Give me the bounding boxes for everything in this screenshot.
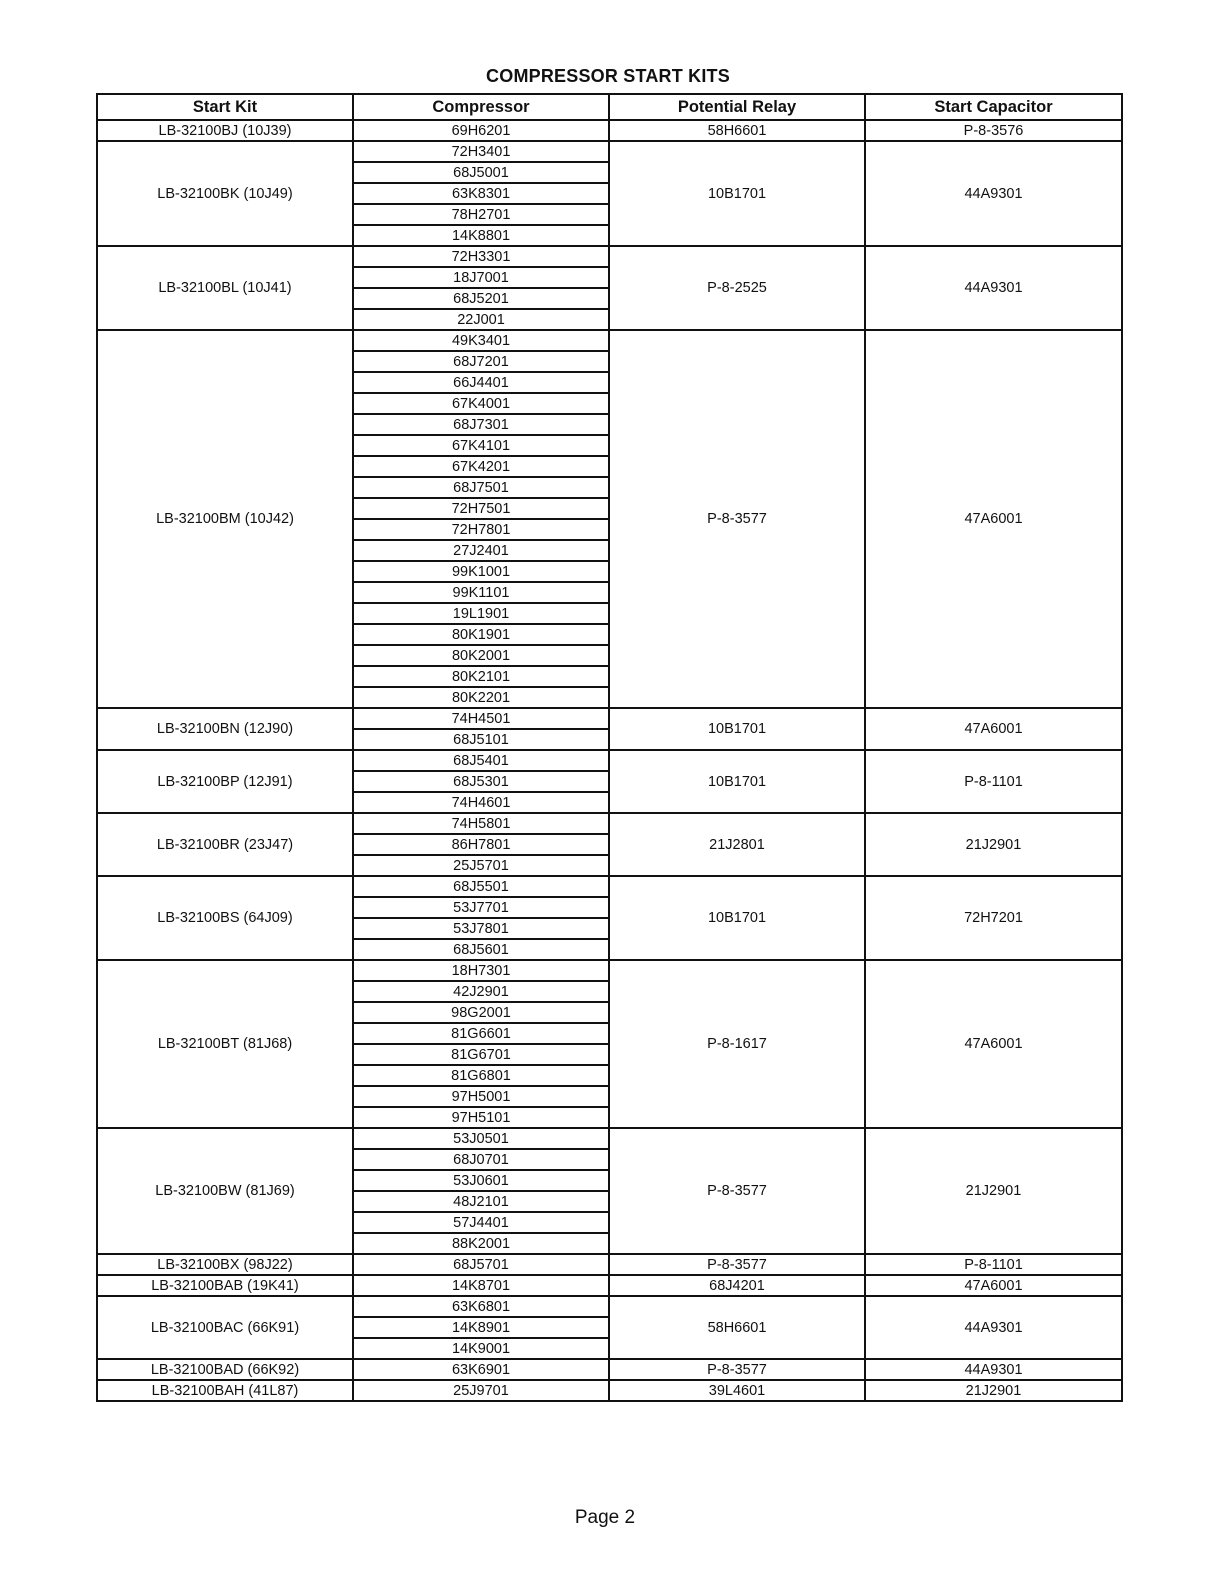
compressor-cell: 72H7801 (353, 519, 609, 540)
compressor-cell: 22J001 (353, 309, 609, 330)
compressor-cell: 68J0701 (353, 1149, 609, 1170)
header-potential-relay: Potential Relay (609, 94, 865, 120)
potential-relay-cell: P-8-3577 (609, 1128, 865, 1254)
compressor-cell: 68J5401 (353, 750, 609, 771)
potential-relay-cell: 68J4201 (609, 1275, 865, 1296)
header-compressor: Compressor (353, 94, 609, 120)
start-kit-cell: LB-32100BM (10J42) (97, 330, 353, 708)
table-body (97, 120, 1122, 1401)
potential-relay-cell: 58H6601 (609, 120, 865, 141)
potential-relay-cell: P-8-3577 (609, 1359, 865, 1380)
table-row (97, 750, 1122, 771)
table-row (97, 813, 1122, 834)
header-start-kit: Start Kit (97, 94, 353, 120)
potential-relay-cell: 10B1701 (609, 141, 865, 246)
table-row (97, 1275, 1122, 1296)
potential-relay-cell: 10B1701 (609, 876, 865, 960)
potential-relay-cell: 58H6601 (609, 1296, 865, 1359)
table-header-row (97, 94, 1122, 120)
potential-relay-cell: 10B1701 (609, 750, 865, 813)
start-capacitor-cell: 72H7201 (865, 876, 1122, 960)
start-kit-cell: LB-32100BR (23J47) (97, 813, 353, 876)
compressor-cell: 98G2001 (353, 1002, 609, 1023)
compressor-cell: 53J0501 (353, 1128, 609, 1149)
compressor-cell: 74H4601 (353, 792, 609, 813)
start-kit-cell: LB-32100BJ (10J39) (97, 120, 353, 141)
start-capacitor-cell: 44A9301 (865, 1296, 1122, 1359)
start-kit-cell: LB-32100BS (64J09) (97, 876, 353, 960)
compressor-cell: 81G6801 (353, 1065, 609, 1086)
start-kit-cell: LB-32100BP (12J91) (97, 750, 353, 813)
table-row (97, 1296, 1122, 1317)
page-title: COMPRESSOR START KITS (486, 66, 730, 86)
potential-relay-cell: P-8-1617 (609, 960, 865, 1128)
table-row (97, 246, 1122, 267)
compressor-cell: 63K8301 (353, 183, 609, 204)
table-row (97, 330, 1122, 351)
start-kit-cell: LB-32100BAD (66K92) (97, 1359, 353, 1380)
start-capacitor-cell: 21J2901 (865, 813, 1122, 876)
compressor-cell: 66J4401 (353, 372, 609, 393)
compressor-cell: 69H6201 (353, 120, 609, 141)
compressor-cell: 74H4501 (353, 708, 609, 729)
start-capacitor-cell: P-8-3576 (865, 120, 1122, 141)
potential-relay-cell: P-8-3577 (609, 330, 865, 708)
potential-relay-cell: 21J2801 (609, 813, 865, 876)
table-row (97, 876, 1122, 897)
start-capacitor-cell: 47A6001 (865, 960, 1122, 1128)
compressor-cell: 72H7501 (353, 498, 609, 519)
compressor-cell: 53J0601 (353, 1170, 609, 1191)
start-capacitor-cell: 44A9301 (865, 141, 1122, 246)
compressor-cell: 67K4101 (353, 435, 609, 456)
start-kit-cell: LB-32100BL (10J41) (97, 246, 353, 330)
compressor-cell: 68J7201 (353, 351, 609, 372)
potential-relay-cell: P-8-3577 (609, 1254, 865, 1275)
start-kit-cell: LB-32100BAH (41L87) (97, 1380, 353, 1401)
compressor-cell: 49K3401 (353, 330, 609, 351)
table-row (97, 708, 1122, 729)
compressor-cell: 25J9701 (353, 1380, 609, 1401)
compressor-cell: 97H5101 (353, 1107, 609, 1128)
compressor-cell: 80K2101 (353, 666, 609, 687)
compressor-cell: 81G6601 (353, 1023, 609, 1044)
compressor-cell: 72H3401 (353, 141, 609, 162)
compressor-cell: 68J5501 (353, 876, 609, 897)
start-capacitor-cell: 44A9301 (865, 1359, 1122, 1380)
compressor-cell: 78H2701 (353, 204, 609, 225)
start-kit-cell: LB-32100BW (81J69) (97, 1128, 353, 1254)
compressor-cell: 74H5801 (353, 813, 609, 834)
compressor-cell: 80K2201 (353, 687, 609, 708)
compressor-cell: 68J5701 (353, 1254, 609, 1275)
compressor-cell: 88K2001 (353, 1233, 609, 1254)
compressor-cell: 99K1001 (353, 561, 609, 582)
compressor-cell: 53J7701 (353, 897, 609, 918)
compressor-cell: 97H5001 (353, 1086, 609, 1107)
start-capacitor-cell: P-8-1101 (865, 1254, 1122, 1275)
compressor-cell: 67K4001 (353, 393, 609, 414)
compressor-cell: 63K6901 (353, 1359, 609, 1380)
table-row (97, 1254, 1122, 1275)
table-row (97, 120, 1122, 141)
compressor-cell: 86H7801 (353, 834, 609, 855)
header-start-capacitor: Start Capacitor (865, 94, 1122, 120)
start-capacitor-cell: 44A9301 (865, 246, 1122, 330)
compressor-cell: 68J7501 (353, 477, 609, 498)
compressor-cell: 48J2101 (353, 1191, 609, 1212)
start-capacitor-cell: 21J2901 (865, 1380, 1122, 1401)
start-capacitor-cell: P-8-1101 (865, 750, 1122, 813)
page-number: Page 2 (574, 1507, 636, 1528)
compressor-cell: 42J2901 (353, 981, 609, 1002)
start-capacitor-cell: 47A6001 (865, 708, 1122, 750)
compressor-cell: 68J5201 (353, 288, 609, 309)
table-row (97, 1128, 1122, 1149)
compressor-cell: 80K1901 (353, 624, 609, 645)
compressor-cell: 72H3301 (353, 246, 609, 267)
compressor-cell: 19L1901 (353, 603, 609, 624)
potential-relay-cell: 39L4601 (609, 1380, 865, 1401)
table-row (97, 1380, 1122, 1401)
start-kit-cell: LB-32100BK (10J49) (97, 141, 353, 246)
start-kit-cell: LB-32100BAB (19K41) (97, 1275, 353, 1296)
start-kits-table (96, 93, 1123, 1402)
compressor-cell: 68J5301 (353, 771, 609, 792)
compressor-cell: 14K8801 (353, 225, 609, 246)
table-row (97, 960, 1122, 981)
compressor-cell: 18H7301 (353, 960, 609, 981)
table-row (97, 141, 1122, 162)
start-capacitor-cell: 47A6001 (865, 1275, 1122, 1296)
compressor-cell: 27J2401 (353, 540, 609, 561)
compressor-cell: 14K9001 (353, 1338, 609, 1359)
compressor-cell: 14K8901 (353, 1317, 609, 1338)
potential-relay-cell: 10B1701 (609, 708, 865, 750)
start-kit-cell: LB-32100BT (81J68) (97, 960, 353, 1128)
start-capacitor-cell: 21J2901 (865, 1128, 1122, 1254)
compressor-cell: 67K4201 (353, 456, 609, 477)
compressor-cell: 63K6801 (353, 1296, 609, 1317)
compressor-cell: 68J5001 (353, 162, 609, 183)
compressor-cell: 99K1101 (353, 582, 609, 603)
compressor-cell: 80K2001 (353, 645, 609, 666)
compressor-cell: 68J5601 (353, 939, 609, 960)
compressor-cell: 57J4401 (353, 1212, 609, 1233)
start-kit-cell: LB-32100BAC (66K91) (97, 1296, 353, 1359)
start-kit-cell: LB-32100BX (98J22) (97, 1254, 353, 1275)
compressor-cell: 68J7301 (353, 414, 609, 435)
compressor-cell: 68J5101 (353, 729, 609, 750)
start-kit-cell: LB-32100BN (12J90) (97, 708, 353, 750)
table-row (97, 1359, 1122, 1380)
compressor-cell: 81G6701 (353, 1044, 609, 1065)
compressor-cell: 14K8701 (353, 1275, 609, 1296)
compressor-cell: 53J7801 (353, 918, 609, 939)
compressor-cell: 25J5701 (353, 855, 609, 876)
start-capacitor-cell: 47A6001 (865, 330, 1122, 708)
compressor-cell: 18J7001 (353, 267, 609, 288)
potential-relay-cell: P-8-2525 (609, 246, 865, 330)
